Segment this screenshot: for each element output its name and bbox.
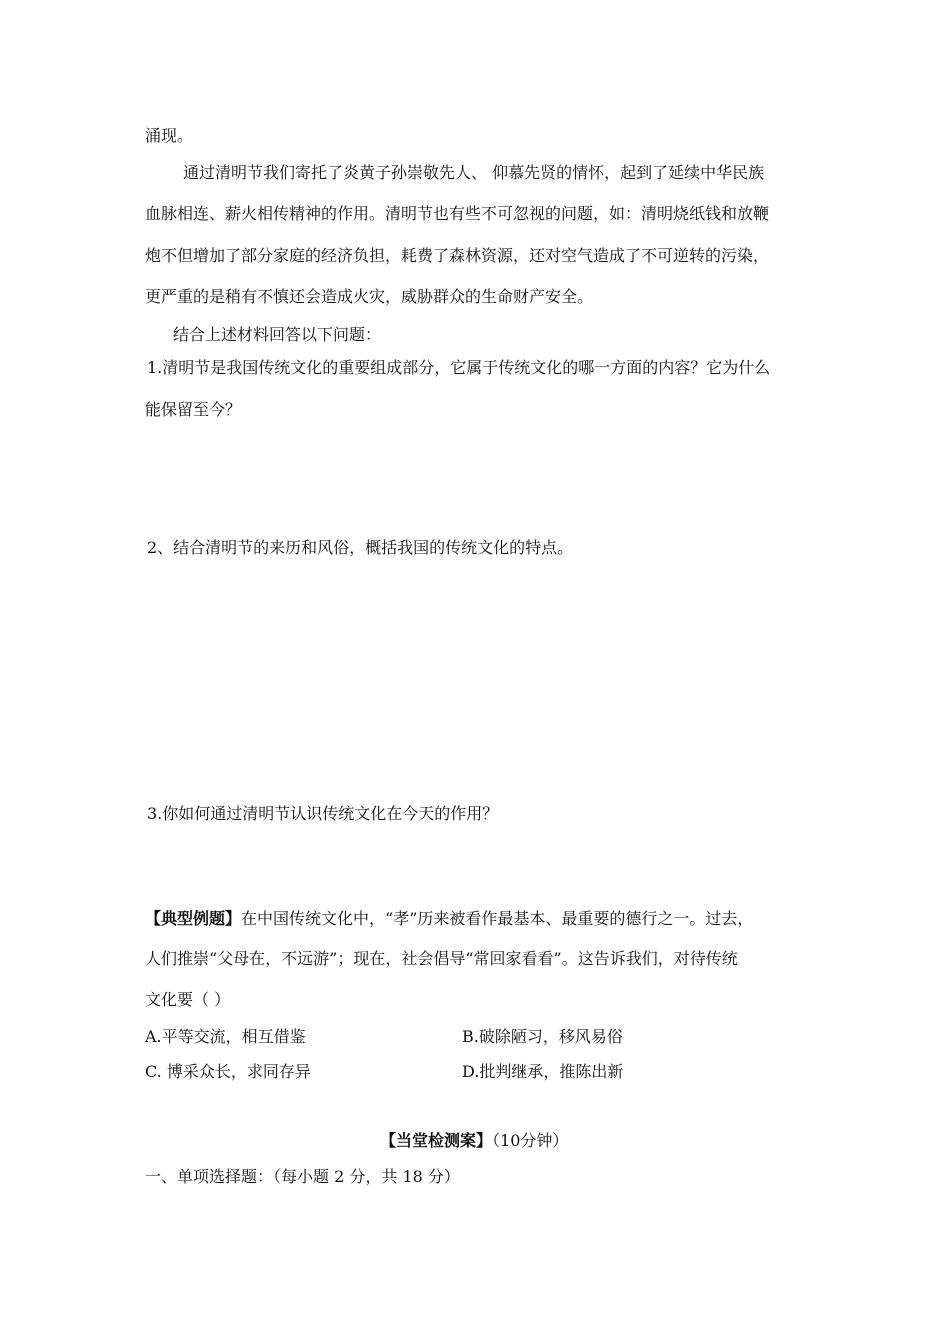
test-section-heading: 一、单项选择题：（每小题 2 分，共 18 分）: [145, 1167, 460, 1186]
passage-line-3: 血脉相连、薪火相传精神的作用。清明节也有些不可忽视的问题，如：清明烧纸钱和放鞭: [145, 204, 770, 223]
passage-line-5: 更严重的是稍有不慎还会造成火灾，威胁群众的生命财产安全。: [145, 287, 594, 306]
example-line-1: [145, 909, 753, 929]
test-title: 【当堂检测案】: [380, 1131, 493, 1150]
example-line-3: 文化要（ ）: [145, 990, 231, 1009]
option-a: A.平等交流，相互借鉴: [145, 1027, 306, 1046]
option-b: B.破除陋习，移风易俗: [462, 1027, 623, 1046]
passage-line-1: 涌现。: [145, 126, 194, 145]
option-d: D.批判继承，推陈出新: [462, 1062, 624, 1081]
option-c: C. 博采众长，求同存异: [145, 1062, 311, 1081]
passage-line-2: 通过清明节我们寄托了炎黄子孙崇敬先人、 仰慕先贤的情怀，起到了延续中华民族: [183, 163, 765, 182]
test-duration: （10分钟）: [492, 1131, 569, 1150]
test-section-title: [380, 1131, 568, 1151]
instruction: 结合上述材料回答以下问题：: [173, 325, 382, 344]
example-tag: 【典型例题】: [145, 909, 242, 928]
question-1-line-2: 能保留至今？: [145, 400, 242, 419]
passage-line-4: 炮不但增加了部分家庭的经济负担，耗费了森林资源，还对空气造成了不可逆转的污染，: [145, 246, 770, 265]
question-3: 3.你如何通过清明节认识传统文化在今天的作用？: [147, 804, 499, 823]
example-stem-start: 在中国传统文化中，“孝”历来被看作最基本、最重要的德行之一。过去，: [241, 909, 754, 928]
example-line-2: 人们推崇“父母在，不远游”；现在，社会倡导“常回家看看”。这告诉我们，对待传统: [145, 949, 738, 968]
question-2: 2、结合清明节的来历和风俗，概括我国的传统文化的特点。: [147, 538, 574, 557]
question-1-line-1: 1.清明节是我国传统文化的重要组成部分，它属于传统文化的哪一方面的内容？它为什么: [147, 358, 771, 377]
